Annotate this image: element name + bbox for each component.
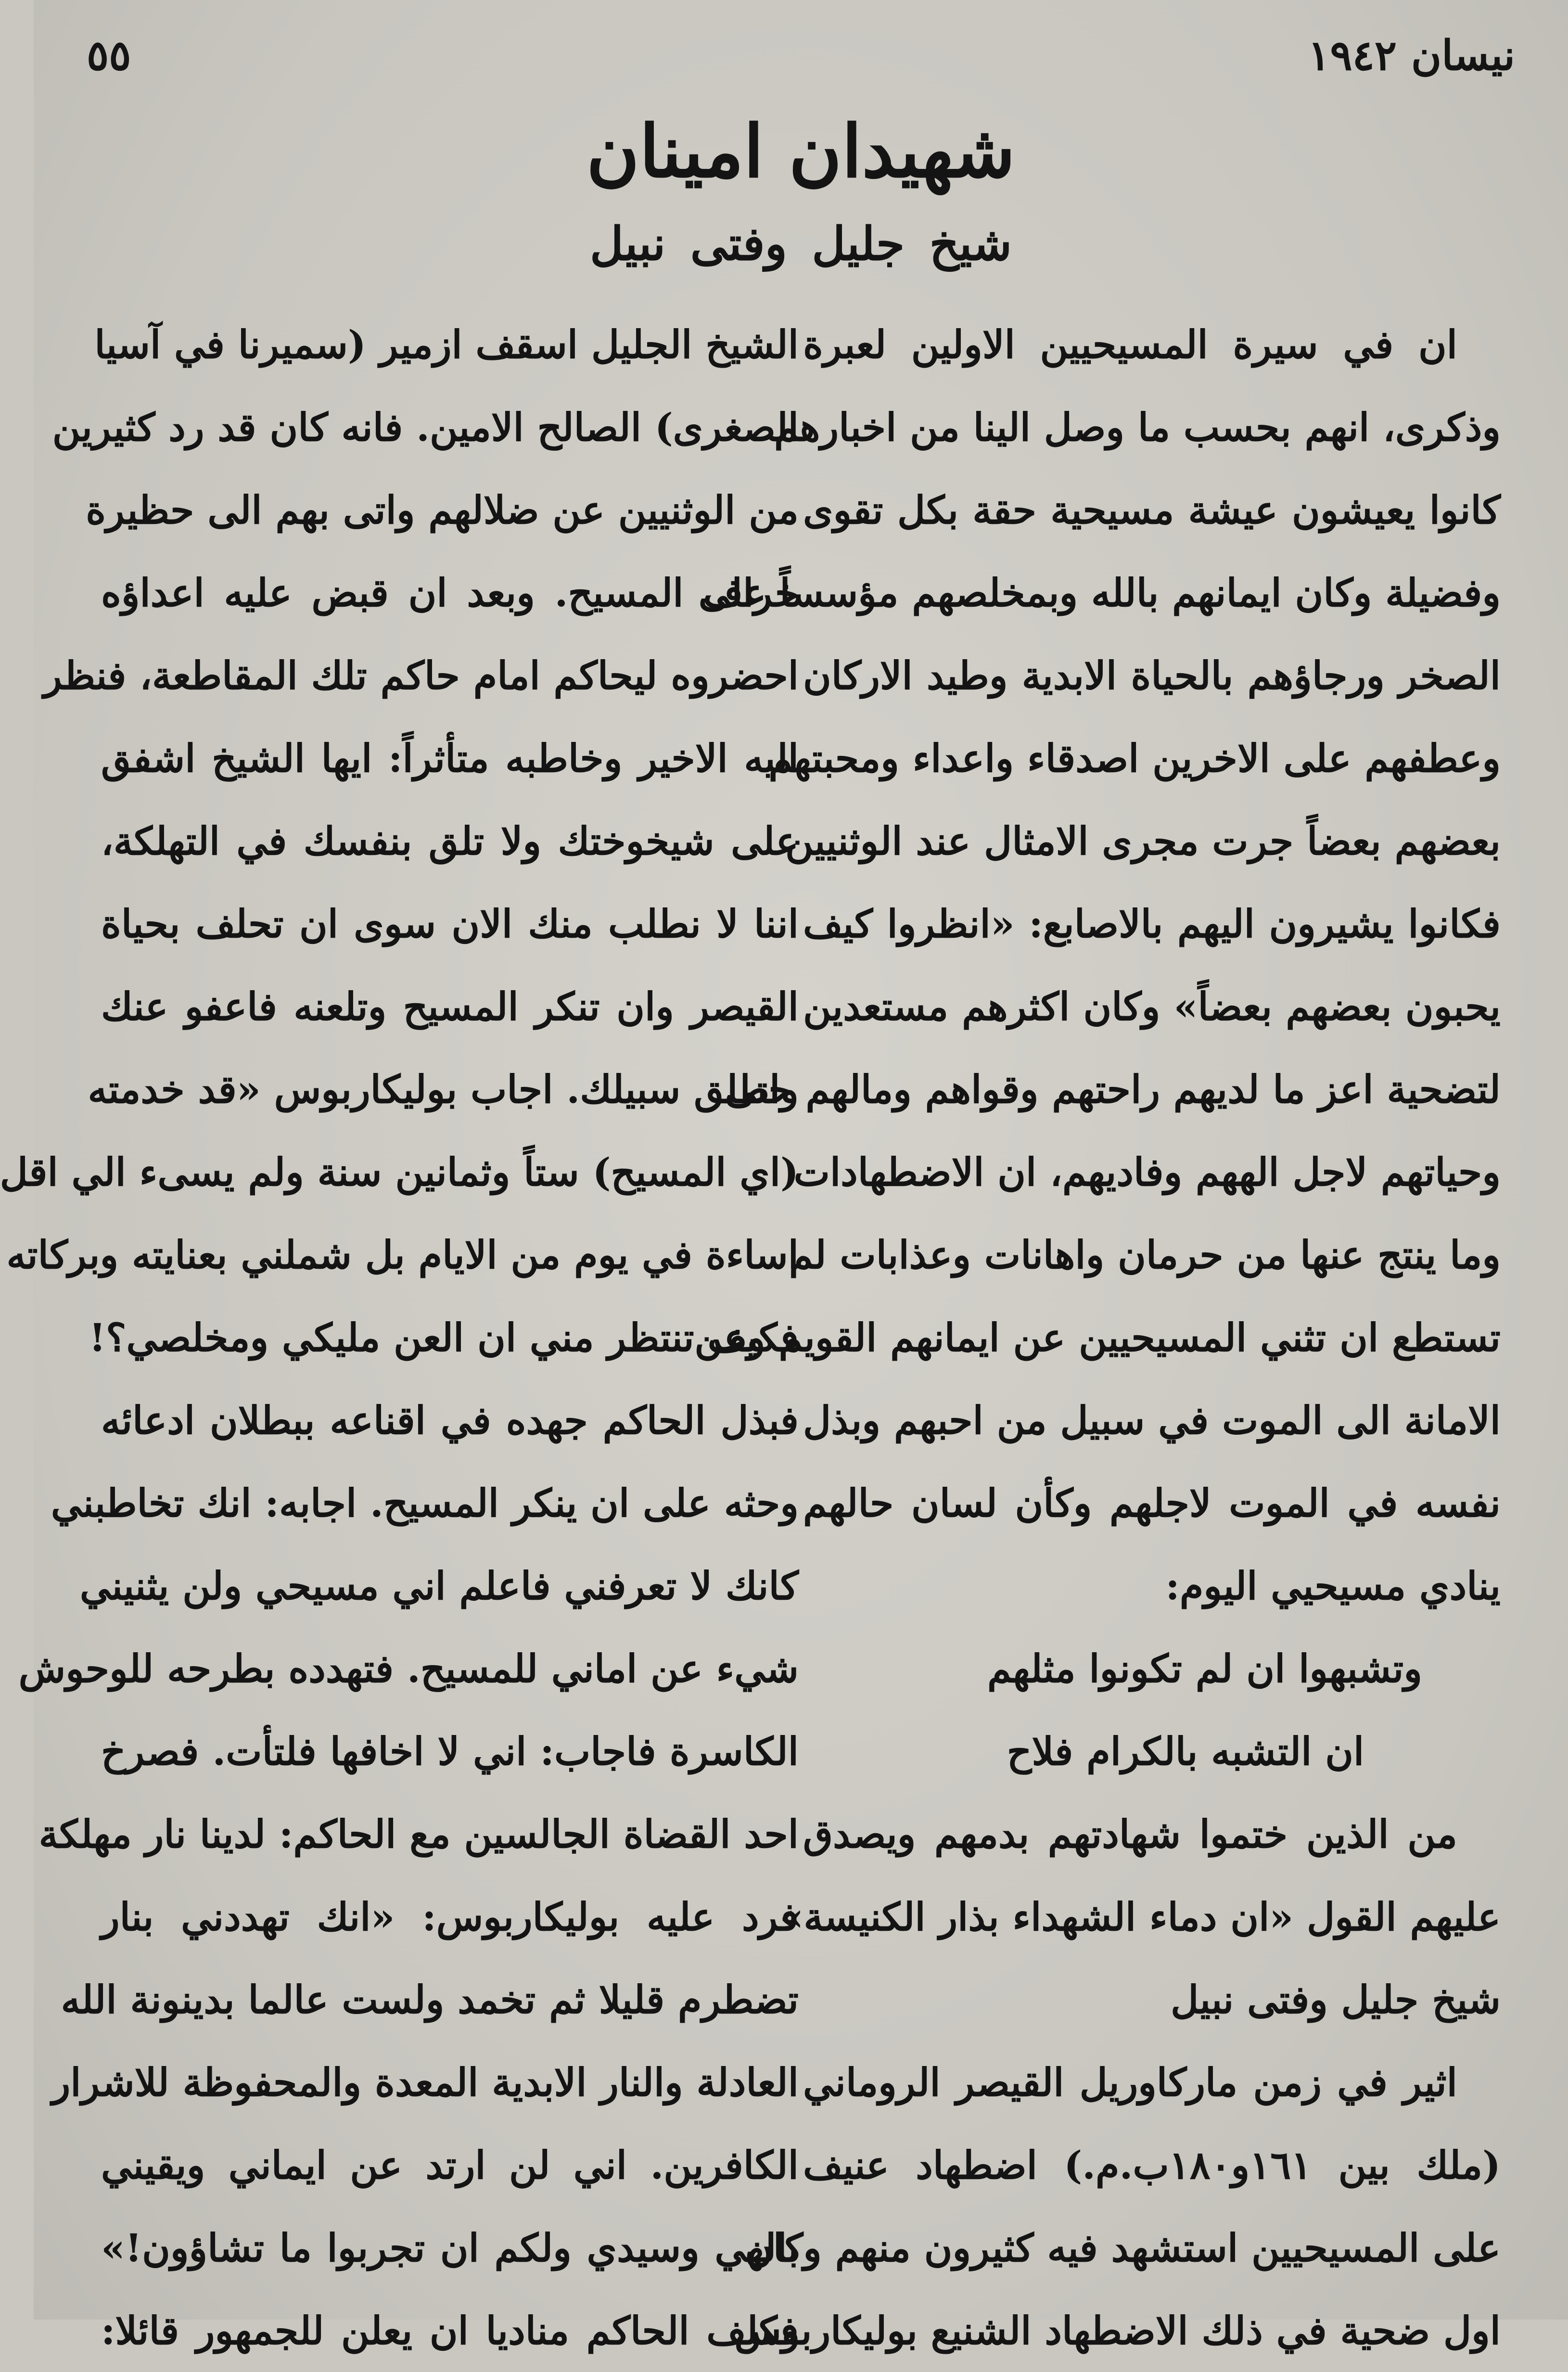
text-line: فكلف الحاكم مناديا ان يعلن للجمهور قائلا: [101,2308,799,2353]
text-line: اليه الاخير وخاطبه متأثراً: ايها الشيخ اشفق [101,736,799,781]
text-line: يحبون بعضهم بعضاً» وكان اكثرهم مستعدين [803,984,1501,1029]
text-line: شيء عن اماني للمسيح. فتهدده بطرحه للوحوش [18,1646,799,1691]
text-line: (اي المسيح) ستاً وثمانين سنة ولم يسىء الي اقل [0,1149,799,1195]
text-line: على المسيحيين استشهد فيه كثيرون منهم وكان [745,2225,1501,2270]
text-line: الامانة الى الموت في سبيل من احبهم وبذل [803,1398,1501,1443]
text-line: اننا لا نطلب منك الان سوى ان تحلف بحياة [101,901,799,946]
text-line: كانوا يعيشون عيشة مسيحية حقة بكل تقوى [803,487,1501,533]
article-subtitle: شيخ جليل وفتى نبيل [589,217,1012,271]
text-line: الصخر ورجاؤهم بالحياة الابدية وطيد الاركان [803,653,1501,698]
page-header [87,29,1515,82]
header-date: نيسان ١٩٤٢ [1308,31,1515,80]
text-line: وما ينتج عنها من حرمان واهانات وعذابات لم [789,1232,1501,1277]
text-line: خراف المسيح. وبعد ان قبض عليه اعداؤه [101,570,799,615]
text-line: فبذل الحاكم جهده في اقناعه ببطلان ادعائه [101,1398,799,1443]
text-line: عليهم القول «ان دماء الشهداء بذار الكنيسة» [779,1894,1501,1939]
text-line: وفضيلة وكان ايمانهم بالله وبمخلصهم مؤسساً على [698,570,1501,615]
section-heading: شيخ جليل وفتى نبيل [1171,1977,1501,2022]
text-line: تضطرم قليلا ثم تخمد ولست عالما بدينونة الله [61,1977,799,2022]
text-line: تستطع ان تثني المسيحيين عن ايمانهم القويم وعن [694,1315,1501,1360]
text-line: احضروه ليحاكم امام حاكم تلك المقاطعة، فنظر [43,653,799,698]
text-line: اول ضحية في ذلك الاضطهاد الشنيع بوليكاربوس [734,2308,1501,2353]
text-line: (ملك بين ١٦١و١٨٠ب.م.) اضطهاد عنيف [803,2142,1501,2188]
text-line: من الذين ختموا شهادتهم بدمهم ويصدق [803,1811,1457,1857]
text-line: واطلق سبيلك. اجاب بوليكاربوس «قد خدمته [88,1067,799,1112]
text-line: العادلة والنار الابدية المعدة والمحفوظة للاشرار [51,2060,799,2105]
text-line: لتضحية اعز ما لديهم راحتهم وقواهم ومالهم حتى [725,1067,1501,1112]
text-line: اثير في زمن ماركاوريل القيصر الروماني [803,2060,1457,2105]
text-line: الشيخ الجليل اسقف ازمير (سميرنا في آسيا [94,322,799,367]
text-line: القيصر وان تنكر المسيح وتلعنه فاعفو عنك [101,984,799,1029]
text-line: فكانوا يشيرون اليهم بالاصابع: «انظروا كيف [803,901,1501,946]
article-title: شهيدان امينان [586,109,1016,194]
text-line: اساءة في يوم من الايام بل شملني بعنايته وبركاته [6,1232,799,1277]
text-line: وذكرى، انهم بحسب ما وصل الينا من اخبارهم [774,405,1501,450]
text-line: بالهي وسيدي ولكم ان تجربوا ما تشاؤون!» [101,2225,799,2270]
text-line: وحياتهم لاجل الههم وفاديهم، ان الاضطهادات [793,1149,1501,1195]
text-line: وحثه على ان ينكر المسيح. اجابه: انك تخاطبني [51,1480,799,1526]
text-line: الكافرين. اني لن ارتد عن ايماني ويقيني [101,2142,799,2188]
text-line: على شيخوختك ولا تلق بنفسك في التهلكة، [101,818,799,864]
page-number: ٥٥ [87,31,131,80]
verse-line: وتشبهوا ان لم تكونوا مثلهم [987,1646,1423,1691]
text-line: ينادي مسيحيي اليوم: [1165,1563,1501,1608]
verse-line: ان التشبه بالكرام فلاح [1007,1729,1364,1774]
right-column [694,303,1501,2372]
text-line: احد القضاة الجالسين مع الحاكم: لدينا نار مهلكة [38,1811,799,1857]
text-line: بعضهم بعضاً جرت مجرى الامثال عند الوثنيين [785,818,1501,864]
text-line: كانك لا تعرفني فاعلم اني مسيحي ولن يثنيني [79,1563,799,1608]
text-line: من الوثنيين عن ضلالهم واتى بهم الى حظيرة [86,487,799,533]
text-line: الكاسرة فاجاب: اني لا اخافها فلتأت. فصرخ [101,1729,799,1774]
text-line: ان في سيرة المسيحيين الاولين لعبرة [803,322,1457,367]
text-line: فرد عليه بوليكاربوس: «انك تهددني بنار [101,1894,799,1939]
text-line: وعطفهم على الاخرين اصدقاء واعداء ومحبتهم [768,736,1501,781]
left-column [0,303,799,2372]
text-line: الصغرى) الصالح الامين. فانه كان قد رد كثيرين [52,405,799,450]
text-line: فكيف تنتظر مني ان العن مليكي ومخلصي؟! [89,1315,799,1360]
text-line: نفسه في الموت لاجلهم وكأن لسان حالهم [803,1480,1501,1526]
